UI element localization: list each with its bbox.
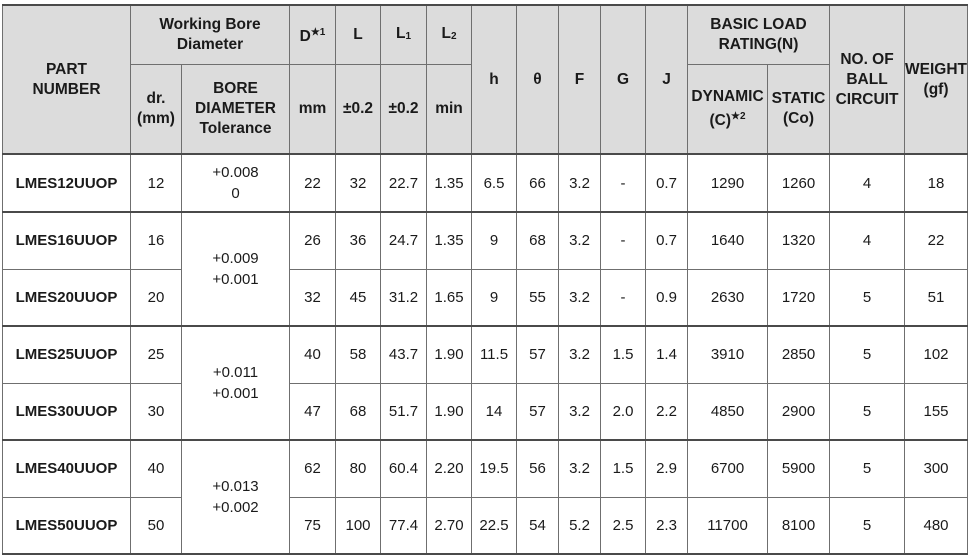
header-ball-circuit: NO. OF BALL CIRCUIT xyxy=(830,5,905,154)
cell-F: 3.2 xyxy=(559,383,601,440)
cell-L2: 1.90 xyxy=(427,326,472,383)
cell-J: 1.4 xyxy=(646,326,688,383)
cell-D: 22 xyxy=(290,154,336,212)
table-row xyxy=(3,440,968,497)
cell-dynamic: 4850 xyxy=(688,383,768,440)
cell-ball-circuit: 4 xyxy=(830,212,905,269)
bore-dr: 25 xyxy=(131,326,182,383)
cell-weight: 300 xyxy=(905,440,968,497)
cell-L2: 1.65 xyxy=(427,269,472,326)
part-number: LMES16UUOP xyxy=(3,212,131,269)
header-dr: dr. (mm) xyxy=(131,65,182,155)
cell-dynamic: 6700 xyxy=(688,440,768,497)
table-row xyxy=(3,326,968,383)
cell-L1: 77.4 xyxy=(381,497,427,554)
cell-theta: 55 xyxy=(517,269,559,326)
cell-D: 62 xyxy=(290,440,336,497)
cell-static: 8100 xyxy=(768,497,830,554)
cell-static: 1260 xyxy=(768,154,830,212)
header-basic-load-rating: BASIC LOAD RATING(N) xyxy=(688,5,830,65)
cell-J: 0.7 xyxy=(646,154,688,212)
cell-weight: 22 xyxy=(905,212,968,269)
header-h: h xyxy=(472,5,517,154)
part-number: LMES50UUOP xyxy=(3,497,131,554)
cell-L1: 31.2 xyxy=(381,269,427,326)
cell-F: 3.2 xyxy=(559,212,601,269)
cell-G: - xyxy=(601,269,646,326)
cell-L: 32 xyxy=(336,154,381,212)
cell-theta: 66 xyxy=(517,154,559,212)
cell-static: 5900 xyxy=(768,440,830,497)
cell-L: 45 xyxy=(336,269,381,326)
cell-theta: 56 xyxy=(517,440,559,497)
cell-J: 2.2 xyxy=(646,383,688,440)
bore-dr: 20 xyxy=(131,269,182,326)
cell-h: 9 xyxy=(472,269,517,326)
cell-J: 0.9 xyxy=(646,269,688,326)
cell-F: 3.2 xyxy=(559,269,601,326)
part-number: LMES20UUOP xyxy=(3,269,131,326)
cell-h: 9 xyxy=(472,212,517,269)
bore-tolerance: +0.009 +0.001 xyxy=(182,212,290,326)
bore-tolerance: +0.013 +0.002 xyxy=(182,440,290,554)
cell-L: 100 xyxy=(336,497,381,554)
cell-weight: 480 xyxy=(905,497,968,554)
cell-L: 68 xyxy=(336,383,381,440)
cell-D: 47 xyxy=(290,383,336,440)
cell-static: 1320 xyxy=(768,212,830,269)
cell-static: 2850 xyxy=(768,326,830,383)
cell-L1: 51.7 xyxy=(381,383,427,440)
cell-static: 2900 xyxy=(768,383,830,440)
cell-G: 1.5 xyxy=(601,440,646,497)
cell-ball-circuit: 4 xyxy=(830,154,905,212)
cell-G: - xyxy=(601,154,646,212)
cell-weight: 102 xyxy=(905,326,968,383)
header-D-unit: mm xyxy=(290,65,336,155)
bore-dr: 12 xyxy=(131,154,182,212)
header-dynamic: DYNAMIC $(C)^{★2}$ xyxy=(688,65,768,155)
header-G: G xyxy=(601,5,646,154)
cell-h: 11.5 xyxy=(472,326,517,383)
cell-weight: 155 xyxy=(905,383,968,440)
cell-weight: 18 xyxy=(905,154,968,212)
header-L-unit: ±0.2 xyxy=(336,65,381,155)
table-row xyxy=(3,383,968,440)
header-bore-tolerance: BORE DIAMETER Tolerance xyxy=(182,65,290,155)
cell-G: 2.0 xyxy=(601,383,646,440)
table-row xyxy=(3,269,968,326)
cell-ball-circuit: 5 xyxy=(830,440,905,497)
cell-theta: 68 xyxy=(517,212,559,269)
cell-L: 80 xyxy=(336,440,381,497)
cell-D: 75 xyxy=(290,497,336,554)
cell-static: 1720 xyxy=(768,269,830,326)
cell-ball-circuit: 5 xyxy=(830,326,905,383)
bore-tolerance: +0.008 0 xyxy=(182,154,290,212)
bore-dr: 30 xyxy=(131,383,182,440)
cell-theta: 54 xyxy=(517,497,559,554)
cell-G: 1.5 xyxy=(601,326,646,383)
header-L2-unit: min xyxy=(427,65,472,155)
bore-dr: 16 xyxy=(131,212,182,269)
cell-F: 3.2 xyxy=(559,440,601,497)
header-J: J xyxy=(646,5,688,154)
cell-L2: 1.90 xyxy=(427,383,472,440)
header-L: L xyxy=(336,5,381,65)
cell-D: 26 xyxy=(290,212,336,269)
cell-dynamic: 2630 xyxy=(688,269,768,326)
cell-L1: 60.4 xyxy=(381,440,427,497)
part-number: LMES25UUOP xyxy=(3,326,131,383)
part-number: LMES30UUOP xyxy=(3,383,131,440)
cell-F: 3.2 xyxy=(559,326,601,383)
header-L2: L2 xyxy=(427,5,472,65)
header-part-number: PART NUMBER xyxy=(3,5,131,154)
cell-ball-circuit: 5 xyxy=(830,269,905,326)
cell-G: 2.5 xyxy=(601,497,646,554)
cell-ball-circuit: 5 xyxy=(830,497,905,554)
cell-D: 32 xyxy=(290,269,336,326)
cell-L2: 1.35 xyxy=(427,212,472,269)
cell-L2: 2.20 xyxy=(427,440,472,497)
header-working-bore-diameter: Working Bore Diameter xyxy=(131,5,290,65)
bore-dr: 50 xyxy=(131,497,182,554)
header-D: $D^{★1}$ xyxy=(290,5,336,65)
cell-dynamic: 3910 xyxy=(688,326,768,383)
cell-L1: 22.7 xyxy=(381,154,427,212)
cell-L1: 43.7 xyxy=(381,326,427,383)
table-row xyxy=(3,212,968,269)
cell-L2: 2.70 xyxy=(427,497,472,554)
bushing-spec-table xyxy=(2,4,968,555)
header-L1: L1 xyxy=(381,5,427,65)
cell-G: - xyxy=(601,212,646,269)
table-row xyxy=(3,497,968,554)
cell-theta: 57 xyxy=(517,383,559,440)
header-static: STATIC (Co) xyxy=(768,65,830,155)
cell-weight: 51 xyxy=(905,269,968,326)
cell-dynamic: 1290 xyxy=(688,154,768,212)
cell-J: 2.3 xyxy=(646,497,688,554)
header-theta: θ xyxy=(517,5,559,154)
cell-L: 58 xyxy=(336,326,381,383)
cell-D: 40 xyxy=(290,326,336,383)
cell-F: 5.2 xyxy=(559,497,601,554)
cell-J: 2.9 xyxy=(646,440,688,497)
bore-dr: 40 xyxy=(131,440,182,497)
bore-tolerance: +0.011 +0.001 xyxy=(182,326,290,440)
cell-L1: 24.7 xyxy=(381,212,427,269)
cell-ball-circuit: 5 xyxy=(830,383,905,440)
header-F: F xyxy=(559,5,601,154)
cell-h: 6.5 xyxy=(472,154,517,212)
cell-L: 36 xyxy=(336,212,381,269)
cell-J: 0.7 xyxy=(646,212,688,269)
cell-dynamic: 11700 xyxy=(688,497,768,554)
cell-dynamic: 1640 xyxy=(688,212,768,269)
part-number: LMES40UUOP xyxy=(3,440,131,497)
part-number: LMES12UUOP xyxy=(3,154,131,212)
cell-h: 19.5 xyxy=(472,440,517,497)
cell-h: 14 xyxy=(472,383,517,440)
cell-L2: 1.35 xyxy=(427,154,472,212)
cell-h: 22.5 xyxy=(472,497,517,554)
header-weight: WEIGHT (gf) xyxy=(905,5,968,154)
header-L1-unit: ±0.2 xyxy=(381,65,427,155)
table-row xyxy=(3,154,968,212)
cell-F: 3.2 xyxy=(559,154,601,212)
cell-theta: 57 xyxy=(517,326,559,383)
